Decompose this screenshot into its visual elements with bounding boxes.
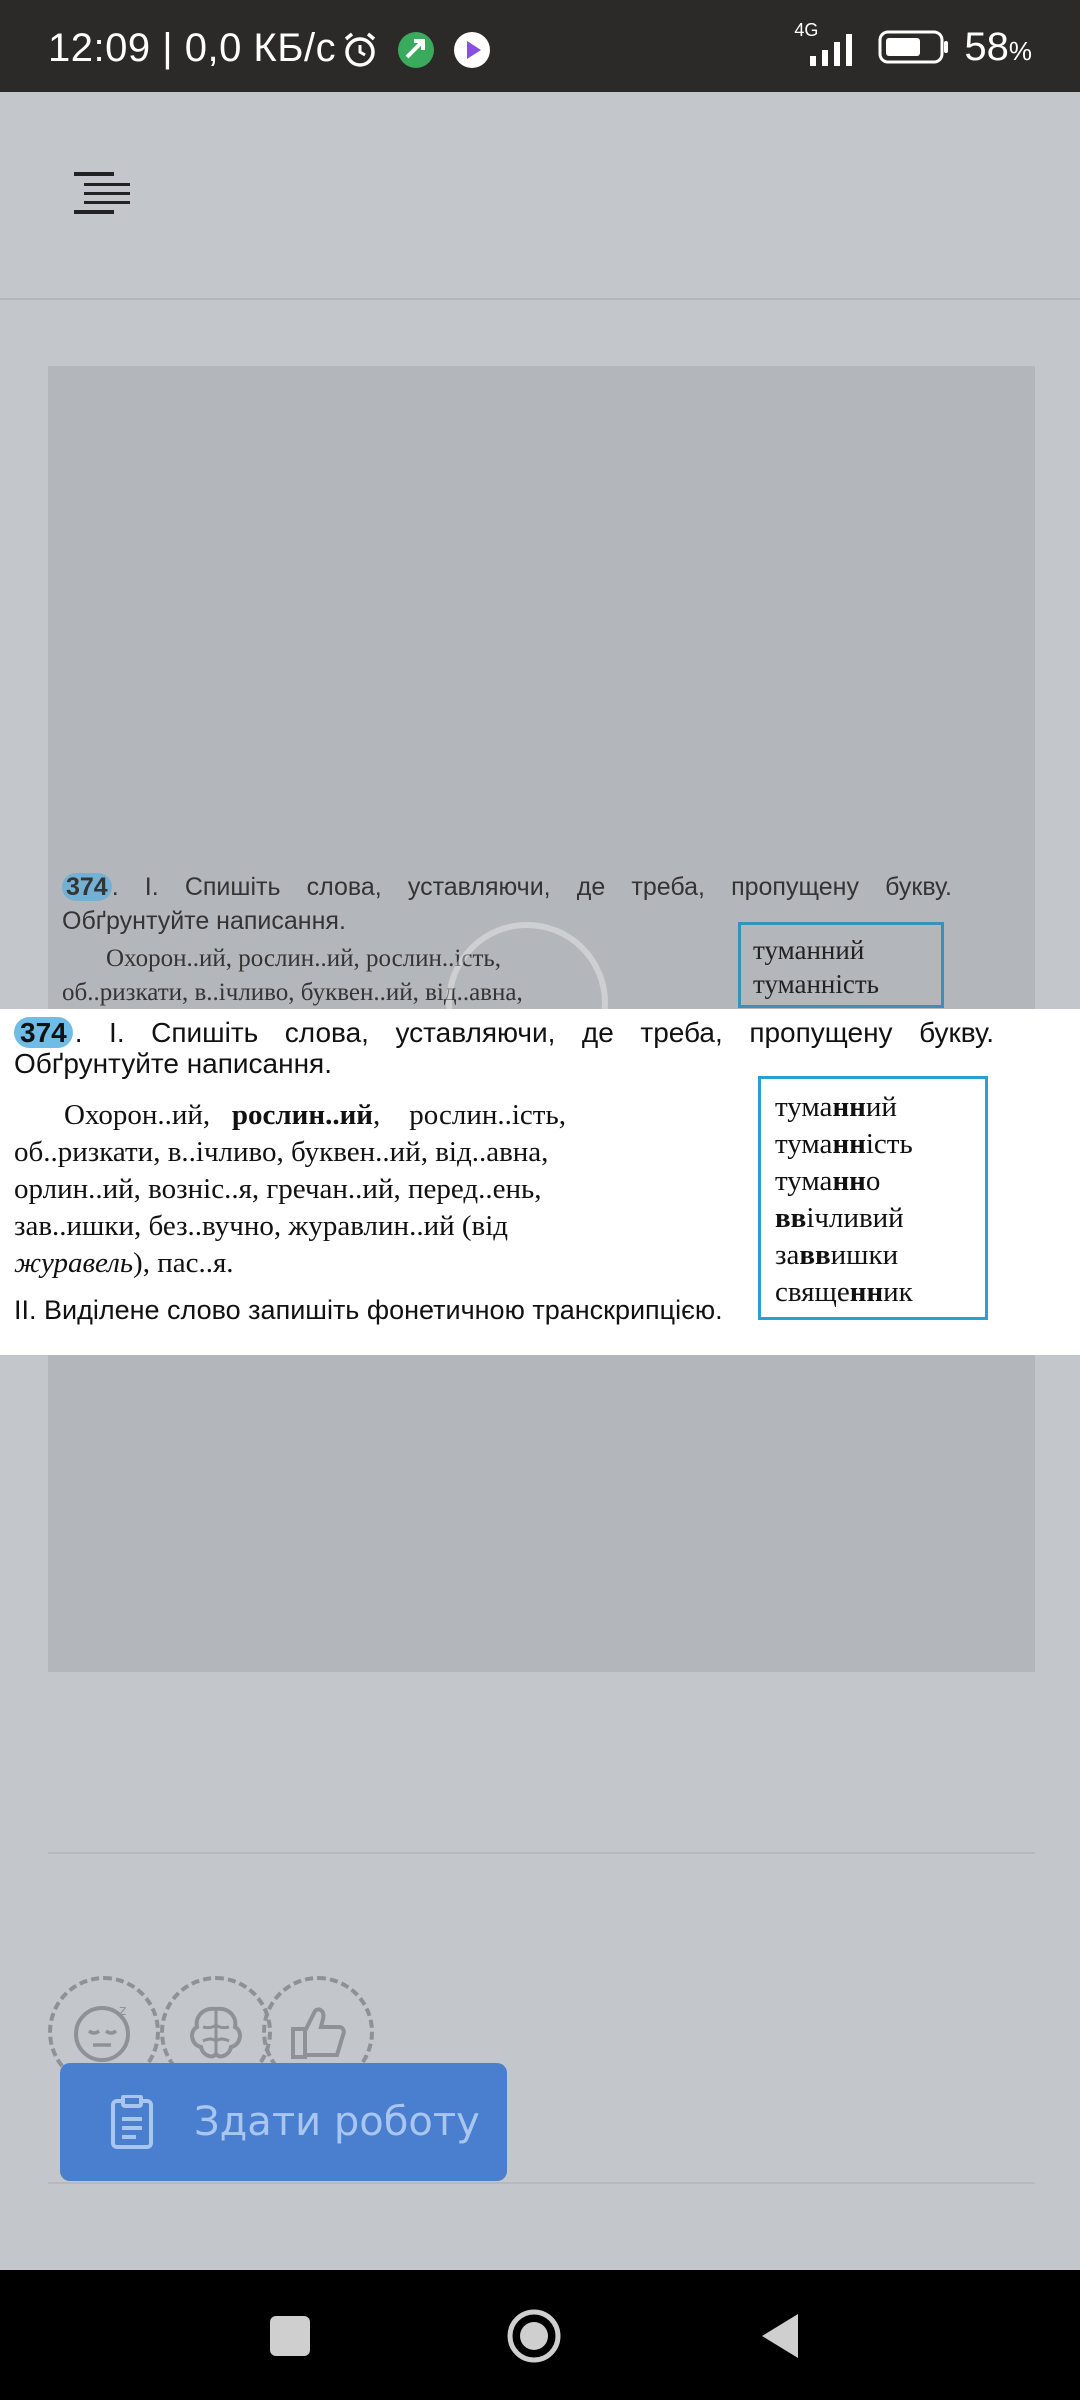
status-right: [794, 20, 1032, 70]
battery-icon: [878, 29, 950, 65]
status-time: 12:09 | 0,0 КБ/с: [48, 26, 337, 70]
rule-word: заввишки: [775, 1239, 899, 1271]
punctuation: ,: [373, 1099, 381, 1131]
battery-percent: 58%: [964, 24, 1032, 69]
app-header: [0, 92, 1080, 300]
spelling-rule-box: [758, 1076, 988, 1320]
svg-text:z: z: [119, 2003, 127, 2019]
menu-icon[interactable]: [74, 170, 130, 216]
recent-apps-icon[interactable]: [262, 2308, 318, 2364]
rule-word: туманність: [753, 969, 879, 999]
word-line: ), пас..я.: [133, 1247, 234, 1279]
exercise-number: 374: [62, 873, 112, 901]
rule-word: туманний: [753, 935, 865, 965]
play-store-icon: [452, 30, 492, 70]
rule-word: ввічливий: [775, 1202, 904, 1234]
home-icon[interactable]: [506, 2308, 562, 2364]
thumbs-up-icon: [283, 1997, 353, 2067]
word-line: об..ризкати, в..ічливо, буквен..ий, від..авна,: [14, 1136, 549, 1168]
brain-icon: [181, 1997, 251, 2067]
preview-line: об..ризкати, в..ічливо, буквен..ий, від..авна,: [62, 979, 523, 1006]
word: рослин..ість,: [409, 1099, 566, 1131]
highlighted-word: рослин..ий: [231, 1099, 374, 1131]
exercise-instruction: . І. Спишіть слова, уставляючи, де треба, пропущену букву. Обґрунтуйте написання.: [14, 1017, 994, 1079]
rule-word: священник: [775, 1276, 913, 1308]
exercise-heading: [14, 1017, 994, 1079]
submit-work-button[interactable]: [60, 2063, 507, 2181]
navigation-bar: [0, 2270, 1080, 2400]
network-type: 4G: [794, 20, 819, 40]
word: Охорон..ий,: [64, 1099, 211, 1131]
rule-word: туманно: [775, 1165, 881, 1197]
word-line: орлин..ий, возніс..я, гречан..ий, перед..ень,: [14, 1173, 542, 1205]
exercise-words: [14, 1097, 728, 1282]
exercise-number: 374: [14, 1017, 73, 1048]
divider: [48, 1852, 1035, 1854]
divider: [48, 2182, 1035, 2184]
rule-word: туманність: [775, 1128, 913, 1160]
preview-line: Охорон..ий, рослин..ий, рослин..ість,: [106, 945, 502, 972]
alarm-icon: [340, 30, 380, 70]
submit-label: Здати роботу: [194, 2099, 480, 2145]
clipboard-icon: [110, 2095, 154, 2149]
preview-rule-box: [738, 922, 944, 1008]
exercise-heading: . І. Спишіть слова, уставляючи, де треба, пропущену букву. Обґрунтуйте написання.: [62, 873, 952, 935]
word-line: зав..ишки, без..вучно, журавлин..ий (від: [14, 1210, 509, 1242]
status-bar: [0, 0, 1080, 92]
exercise-part-two: ІІ. Виділене слово запишіть фонетичною транскрипцією.: [14, 1295, 723, 1325]
back-icon[interactable]: [756, 2308, 812, 2364]
sleepy-face-icon: [69, 1997, 139, 2067]
signal-icon: [794, 20, 864, 70]
italic-word: журавель: [14, 1247, 134, 1279]
rule-word: туманний: [775, 1091, 897, 1123]
app-notification-icon: [396, 30, 436, 70]
